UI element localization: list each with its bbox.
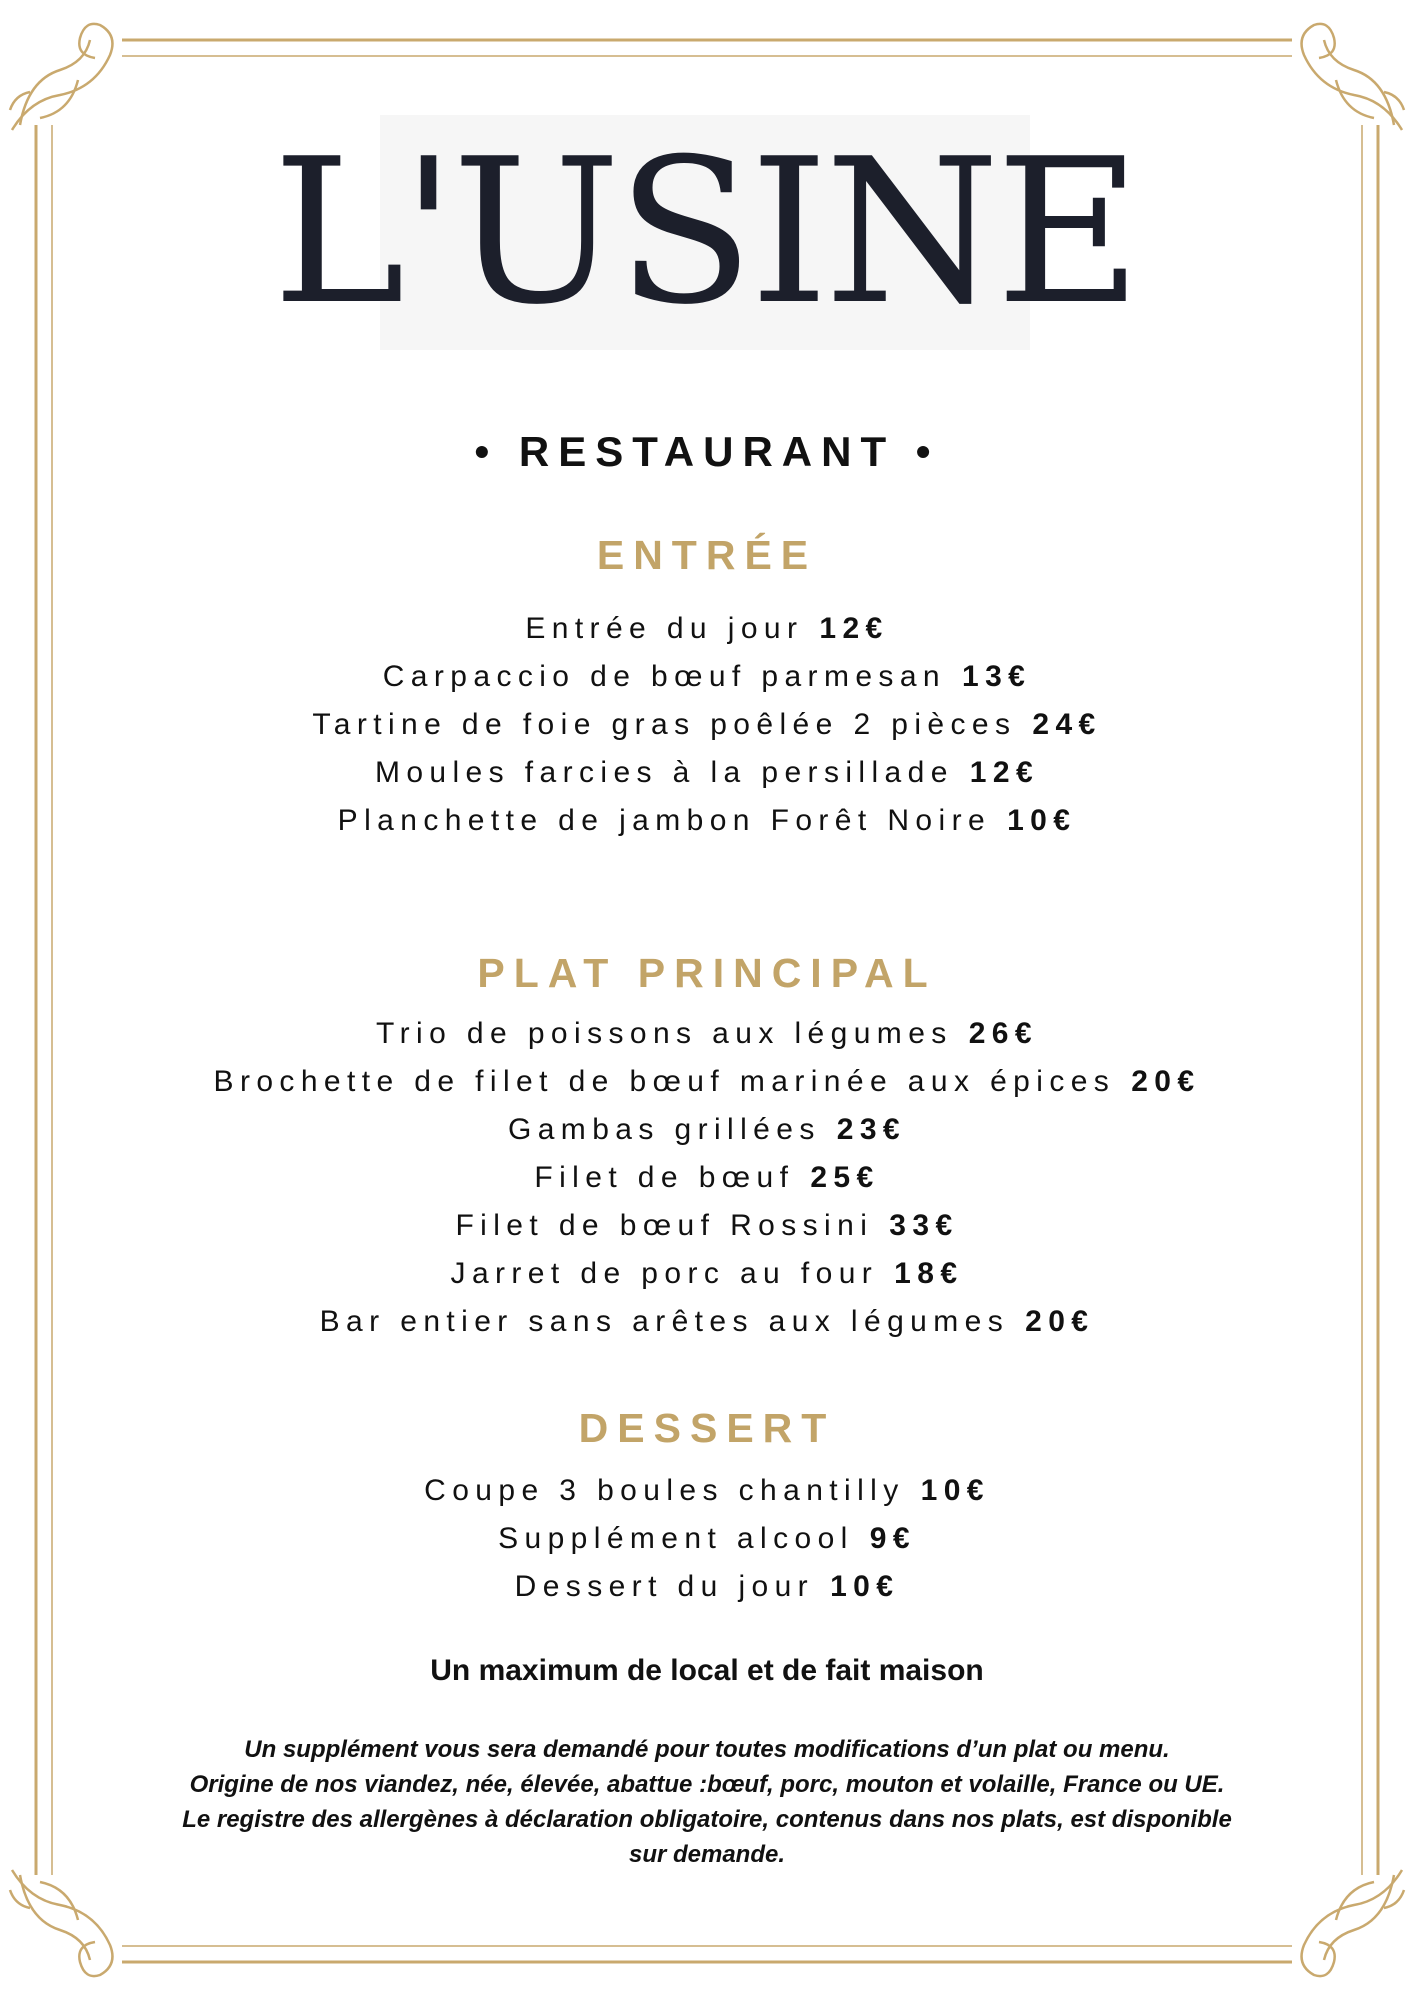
section-title-plat-principal: PLAT PRINCIPAL	[477, 950, 937, 996]
menu-item	[0, 1298, 1414, 1346]
item-name: Filet de bœuf Rossini	[455, 1209, 874, 1242]
item-name: Tartine de foie gras poêlée 2 pièces	[312, 708, 1017, 741]
item-price: 24€	[1032, 708, 1102, 741]
menu-item	[0, 749, 1414, 797]
section-title-dessert: DESSERT	[578, 1405, 836, 1451]
note-line: Un supplément vous sera demandé pour toutes modifications d’un plat ou menu.	[244, 1736, 1170, 1763]
corner-ornament-icon	[1302, 24, 1404, 130]
item-price: 33€	[889, 1209, 959, 1242]
page-subtitle: • RESTAURANT •	[474, 428, 940, 475]
menu-list-dessert	[0, 1467, 1414, 1611]
item-price: 23€	[836, 1113, 907, 1146]
menu-item	[0, 1563, 1414, 1611]
menu-item	[0, 1058, 1414, 1106]
item-price: 12€	[969, 756, 1040, 789]
item-price: 10€	[830, 1570, 900, 1603]
item-name: Jarret de porc au four	[450, 1257, 879, 1290]
item-name: Trio de poissons aux légumes	[376, 1017, 953, 1050]
item-name: Moules farcies à la persillade	[374, 756, 954, 789]
item-name: Filet de bœuf	[534, 1161, 795, 1194]
item-price: 12€	[819, 612, 889, 645]
corner-ornament-icon	[1302, 1870, 1404, 1976]
menu-item	[0, 1106, 1414, 1154]
corner-ornament-icon	[10, 24, 112, 130]
note-line: sur demande.	[628, 1841, 786, 1868]
item-price: 26€	[968, 1017, 1038, 1050]
tagline: Un maximum de local et de fait maison	[430, 1654, 984, 1687]
note-line: Le registre des allergènes à déclaration obligatoire, contenus dans nos plats, est disponible	[182, 1806, 1232, 1833]
item-price: 10€	[920, 1474, 990, 1507]
item-name: Bar entier sans arêtes aux légumes	[319, 1305, 1010, 1338]
footer-notes	[100, 1732, 1314, 1872]
menu-list-plat-principal	[0, 1010, 1414, 1346]
menu-item	[0, 1467, 1414, 1515]
menu-item	[0, 1010, 1414, 1058]
menu-item	[0, 701, 1414, 749]
corner-ornament-icon	[10, 1870, 112, 1976]
menu-item	[0, 1202, 1414, 1250]
item-name: Supplément alcool	[498, 1522, 854, 1555]
item-price: 20€	[1025, 1305, 1095, 1338]
menu-item	[0, 1250, 1414, 1298]
menu-item	[0, 1515, 1414, 1563]
item-price: 10€	[1007, 804, 1077, 837]
logo-text: L'USINE	[272, 115, 1138, 349]
item-price: 13€	[962, 660, 1032, 693]
item-price: 9€	[869, 1522, 916, 1555]
menu-item	[0, 605, 1414, 653]
restaurant-logo	[272, 115, 1138, 350]
item-name: Brochette de filet de bœuf marinée aux épices	[213, 1065, 1116, 1098]
section-title-entree: ENTRÉE	[596, 532, 818, 578]
note-line: Origine de nos viandez, née, élevée, abattue :bœuf, porc, mouton et volaille, France ou UE.	[189, 1771, 1225, 1798]
item-name: Planchette de jambon Forêt Noire	[337, 804, 992, 837]
item-name: Coupe 3 boules chantilly	[424, 1474, 905, 1507]
item-price: 25€	[810, 1161, 880, 1194]
menu-list-entree	[0, 605, 1414, 845]
menu-item	[0, 653, 1414, 701]
item-name: Entrée du jour	[525, 612, 804, 645]
item-name: Carpaccio de bœuf parmesan	[382, 660, 946, 693]
item-price: 18€	[894, 1257, 964, 1290]
menu-item	[0, 1154, 1414, 1202]
item-name: Dessert du jour	[514, 1570, 815, 1603]
menu-item	[0, 797, 1414, 845]
item-price: 20€	[1131, 1065, 1201, 1098]
item-name: Gambas grillées	[507, 1113, 821, 1146]
